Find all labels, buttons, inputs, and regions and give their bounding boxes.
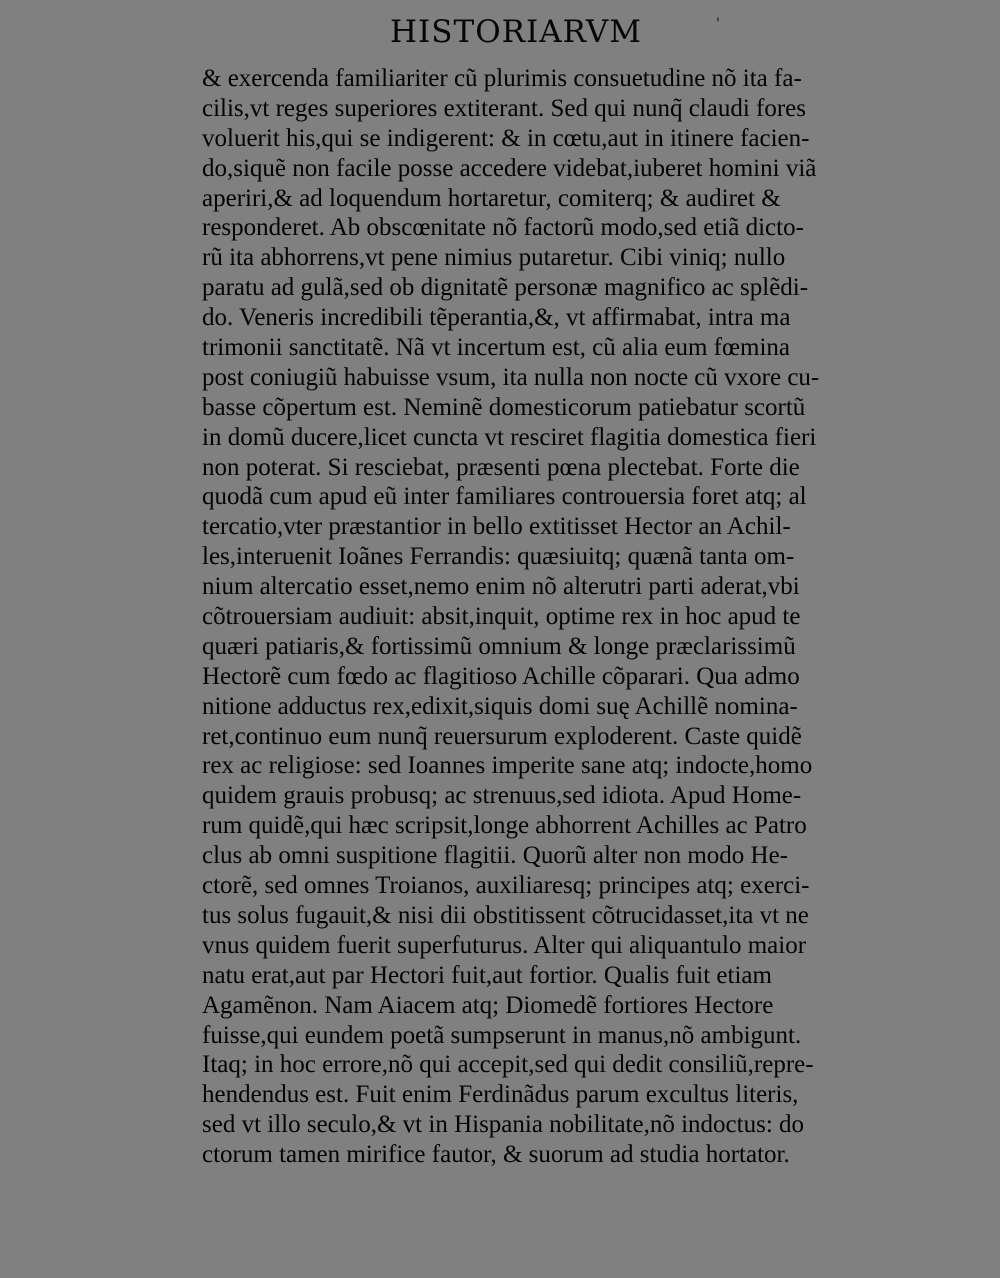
- text-line: quæri patiaris,& fortissimũ omnium & longe præclarissimũ: [202, 632, 796, 660]
- text-line: ctorum tamen mirifice fautor, & suorum ad studia hortator.: [202, 1141, 790, 1169]
- text-line: rũ ita abhorrens,vt pene nimius putaretur. Cibi viniq; nullo: [202, 244, 786, 272]
- text-line: cilis,vt reges superiores extiterant. Sed qui nunq̃ claudi fores: [202, 94, 807, 122]
- text-line: rex ac religiose: sed Ioannes imperite sane atq; indocte,homo: [202, 752, 813, 780]
- text-line: fuisse,qui eundem poetã sumpserunt in manus,nõ ambigunt.: [202, 1021, 802, 1049]
- text-line: nitione adductus rex,edixit,siquis domi suę Achillẽ nomina-: [202, 692, 798, 720]
- text-line: tercatio,vter præstantior in bello extitisset Hector an Achil-: [202, 513, 791, 541]
- text-line: nium altercatio esset,nemo enim nõ alterutri parti aderat,vbi: [202, 573, 800, 601]
- body-text: [202, 64, 902, 1170]
- text-line: ctorẽ, sed omnes Troianos, auxiliaresq; principes atq; exerci-: [202, 872, 810, 900]
- text-line: vnus quidem fuerit superfuturus. Alter qui aliquantulo maior: [202, 931, 807, 959]
- text-line: cõtrouersiam audiuit: absit,inquit, optime rex in hoc apud te: [202, 603, 801, 631]
- text-line: & exercenda familiariter cũ plurimis consuetudine nõ ita fa-: [202, 65, 802, 92]
- text-line: Agamẽnon. Nam Aiacem atq; Diomedẽ fortiores Hectore: [202, 991, 774, 1019]
- text-line: les,interuenit Ioãnes Ferrandis: quæsiuitq; quænã tanta om-: [202, 543, 795, 571]
- text-line: basse cõpertum est. Neminẽ domesticorum patiebatur scortũ: [202, 393, 806, 421]
- text-line: natu erat,aut par Hectori fuit,aut fortior. Qualis fuit etiam: [202, 961, 772, 989]
- text-line: Itaq; in hoc errore,nõ qui accepit,sed qui dedit consiliũ,repre-: [202, 1051, 814, 1079]
- text-line: voluerit his,qui se indigerent: & in cœtu,aut in itinere facien-: [202, 124, 810, 152]
- text-line: ret,continuo eum nunq̃ reuersurum exploderent. Caste quidẽ: [202, 722, 802, 750]
- text-line: hendendus est. Fuit enim Ferdinãdus parum excultus literis,: [202, 1081, 799, 1109]
- text-line: paratu ad gulã,sed ob dignitatẽ personæ magnifico ac splẽdi-: [202, 274, 809, 302]
- text-line: trimonii sanctitatẽ. Nã vt incertum est, cũ alia eum fœmina: [202, 334, 791, 362]
- text-line: sed vt illo seculo,& vt in Hispania nobilitate,nõ indoctus: do: [202, 1111, 805, 1139]
- text-line: Hectorẽ cum fœdo ac flagitioso Achille cõparari. Qua admo: [202, 662, 800, 690]
- text-line: quodã cum apud eũ inter familiares controuersia foret atq; al: [202, 483, 807, 511]
- text-line: do,siquẽ non facile posse accedere videbat,iuberet homini viã: [202, 154, 817, 182]
- running-head: HISTORIARVM: [390, 14, 642, 50]
- text-line: responderet. Ab obscœnitate nõ factorũ modo,sed etiã dicto-: [202, 214, 804, 242]
- text-line: rum quidẽ,qui hæc scripsit,longe abhorrent Achilles ac Patro: [202, 812, 807, 840]
- text-line: in domũ ducere,licet cuncta vt resciret flagitia domestica fieri: [202, 423, 817, 451]
- text-line: quidem grauis probusq; ac strenuus,sed idiota. Apud Home-: [202, 782, 802, 810]
- text-line: clus ab omni suspitione flagitii. Quorũ alter non modo He-: [202, 842, 789, 870]
- text-line: tus solus fugauit,& nisi dii obstitissent cõtrucidasset,ita vt ne: [202, 901, 809, 929]
- text-line: do. Veneris incredibili tẽperantia,&, vt affirmabat, intra ma: [202, 304, 791, 332]
- text-line: post coniugiũ habuisse vsum, ita nulla non nocte cũ vxore cu-: [202, 363, 820, 391]
- text-line: aperiri,& ad loquendum hortaretur, comiterq; & audiret &: [202, 184, 781, 212]
- printer-mark: ': [716, 16, 720, 32]
- text-line: non poterat. Si resciebat, præsenti pœna plectebat. Forte die: [202, 453, 800, 481]
